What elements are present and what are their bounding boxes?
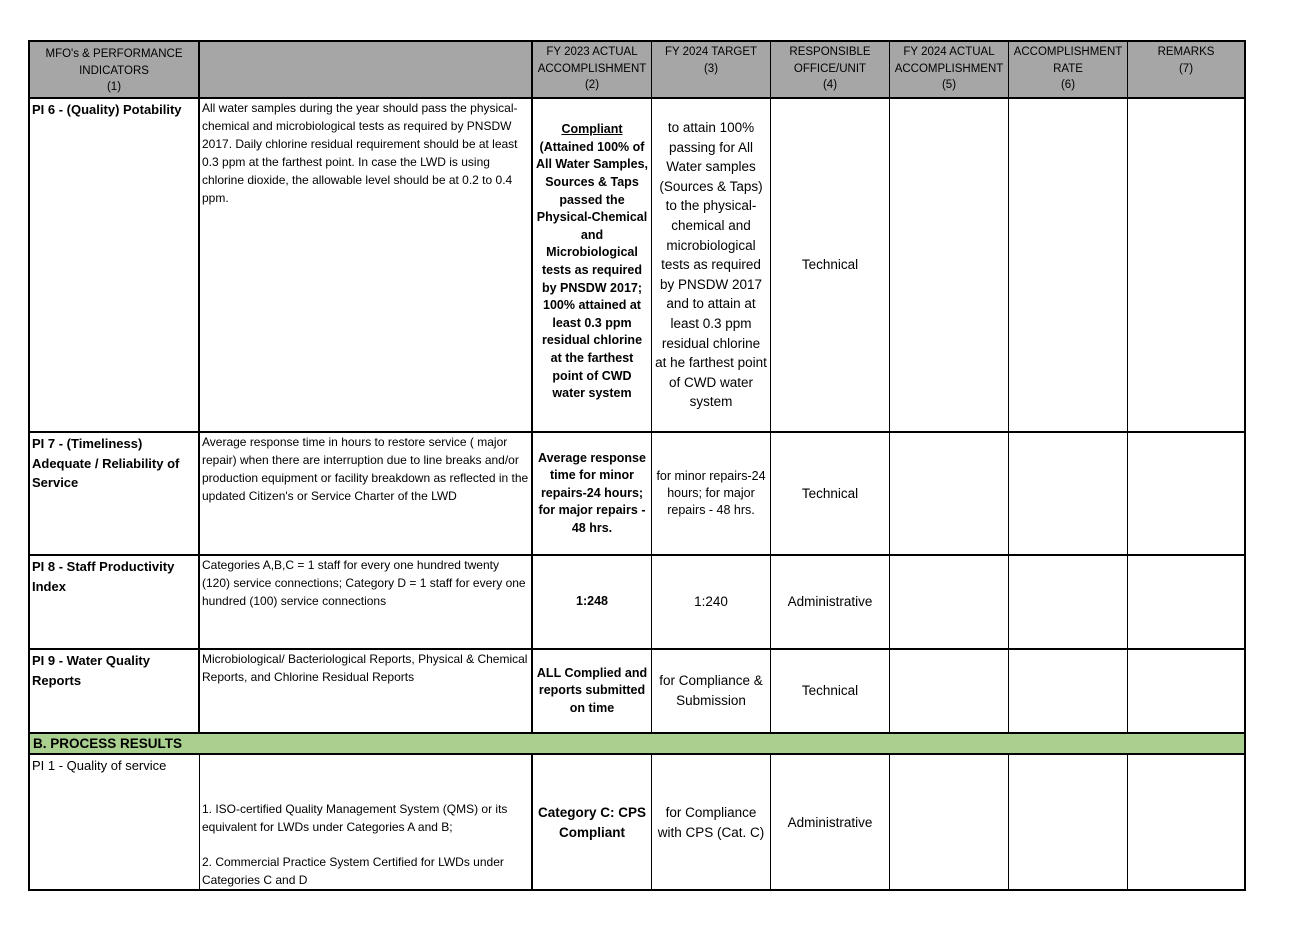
office-b-pi1	[771, 755, 890, 891]
definition-b-pi1	[200, 755, 533, 891]
table-header	[30, 42, 1244, 99]
indicator-pi6: PI 6 - (Quality) Potability	[30, 99, 200, 431]
remarks-b-pi1	[1128, 755, 1244, 891]
table-row	[30, 99, 1244, 433]
definition-b-pi1-item1: 1. ISO-certified Quality Management System (QMS) or its equivalent for LWDs under Categories A and B;	[202, 802, 508, 834]
table-row	[30, 755, 1244, 891]
definition-pi8: Categories A,B,C = 1 staff for every one hundred twenty (120) service connections; Category D = 1 staff for every one hundred (100) service connections	[200, 556, 533, 648]
fy2024-actual-pi7	[890, 433, 1009, 554]
rate-pi9	[1009, 650, 1128, 732]
indicator-b-pi1: PI 1 - Quality of service	[30, 755, 200, 891]
header-remarks: REMARKS (7)	[1157, 46, 1215, 75]
rate-pi8	[1009, 556, 1128, 648]
fy2024-actual-pi9	[890, 650, 1009, 732]
rate-pi7	[1009, 433, 1128, 554]
office-pi9-text: Technical	[801, 683, 859, 699]
target-2024-pi6-text: to attain 100% passing for All Water samples (Sources & Taps) to the physical-chemical and microbiological tests as required by PNSDW 2017 and to attain at least 0.3 ppm residual chlorine at he farthest point of CWD water system	[655, 120, 767, 410]
remarks-pi9	[1128, 650, 1244, 732]
office-pi6-text: Technical	[801, 257, 859, 273]
remarks-pi6	[1128, 99, 1244, 431]
remarks-pi8	[1128, 556, 1244, 648]
definition-pi7: Average response time in hours to restore service ( major repair) when there are interruption due to line breaks and/or production equipment or facility breakdown as reflected in the updated Citizen's or Service Charter of the LWD	[200, 433, 533, 554]
fy2024-actual-b-pi1	[890, 755, 1009, 891]
definition-pi6: All water samples during the year should pass the physical-chemical and microbiological tests as required by PNSDW 2017. Daily chlorine residual requirement should be at least 0.3 ppm at the farthest point. In case the LWD is using chlorine dioxide, the allowable level should be at 0.2 to 0.4 ppm.	[200, 99, 533, 431]
actual-2023-b-pi1	[533, 755, 652, 891]
office-pi7	[771, 433, 890, 554]
actual-2023-pi9-text: ALL Complied and reports submitted on time	[536, 665, 648, 715]
actual-2023-pi6-text: (Attained 100% of All Water Samples, Sources & Taps passed the Physical-Chemical and Microbiological tests as required by PNSDW 2017; 100% attained at least 0.3 ppm residual chlorine at the farthest point of CWD water system	[535, 139, 649, 401]
indicator-pi9: PI 9 - Water Quality Reports	[30, 650, 200, 732]
fy2024-actual-pi8	[890, 556, 1009, 648]
actual-2023-pi9	[533, 650, 652, 732]
actual-2023-b-pi1-text: Category C: CPS Compliant	[537, 805, 647, 840]
target-2024-pi9	[652, 650, 771, 732]
definition-b-pi1-item2: 2. Commercial Practice System Certified for LWDs under Categories C and D	[202, 855, 504, 887]
office-b-pi1-text: Administrative	[787, 815, 873, 831]
office-pi8	[771, 556, 890, 648]
remarks-pi7	[1128, 433, 1244, 554]
table-row	[30, 650, 1244, 734]
indicator-pi8: PI 8 - Staff Productivity Index	[30, 556, 200, 648]
office-pi9	[771, 650, 890, 732]
rate-pi6	[1009, 99, 1128, 431]
target-2024-pi6	[652, 99, 771, 431]
header-fy2024-actual: FY 2024 ACTUAL ACCOMPLISHMENT (5)	[890, 42, 1009, 97]
header-accomplishment-rate: ACCOMPLISHMENT RATE (6)	[1009, 42, 1128, 97]
target-2024-pi8	[652, 556, 771, 648]
actual-2023-pi8-text: 1:248	[576, 594, 608, 609]
office-pi7-text: Technical	[801, 485, 859, 501]
definition-pi9: Microbiological/ Bacteriological Reports, Physical & Chemical Reports, and Chlorine Residual Reports	[200, 650, 533, 732]
fy2024-actual-pi6	[890, 99, 1009, 431]
target-2024-b-pi1	[652, 755, 771, 891]
rate-b-pi1	[1009, 755, 1128, 891]
compliant-label: Compliant	[561, 122, 623, 137]
header-description	[200, 42, 533, 97]
actual-2023-pi7	[533, 433, 652, 554]
performance-table	[28, 40, 1246, 891]
office-pi8-text: Administrative	[787, 594, 873, 610]
section-header: B. PROCESS RESULTS	[30, 734, 1244, 755]
target-2024-pi7-text: for minor repairs-24 hours; for major repairs - 48 hrs.	[656, 469, 766, 517]
indicator-pi7: PI 7 - (Timeliness) Adequate / Reliability of Service	[30, 433, 200, 554]
target-2024-pi9-text: for Compliance & Submission	[659, 673, 763, 708]
actual-2023-pi8	[533, 556, 652, 648]
header-fy2023-actual: FY 2023 ACTUAL ACCOMPLISHMENT (2)	[533, 42, 652, 97]
actual-2023-pi6	[533, 99, 652, 431]
office-pi6	[771, 99, 890, 431]
header-mfo-indicators: MFO's & PERFORMANCE INDICATORS (1)	[30, 42, 200, 97]
target-2024-pi7	[652, 433, 771, 554]
table-row	[30, 556, 1244, 650]
target-2024-pi8-text: 1:240	[694, 594, 728, 610]
header-responsible-office: RESPONSIBLE OFFICE/UNIT (4)	[771, 42, 890, 97]
table-row	[30, 433, 1244, 556]
actual-2023-pi7-text: Average response time for minor repairs-24 hours; for major repairs - 48 hrs.	[538, 450, 646, 535]
header-fy2024-target: FY 2024 TARGET (3)	[652, 42, 771, 97]
target-2024-b-pi1-text: for Compliance with CPS (Cat. C)	[657, 805, 765, 840]
